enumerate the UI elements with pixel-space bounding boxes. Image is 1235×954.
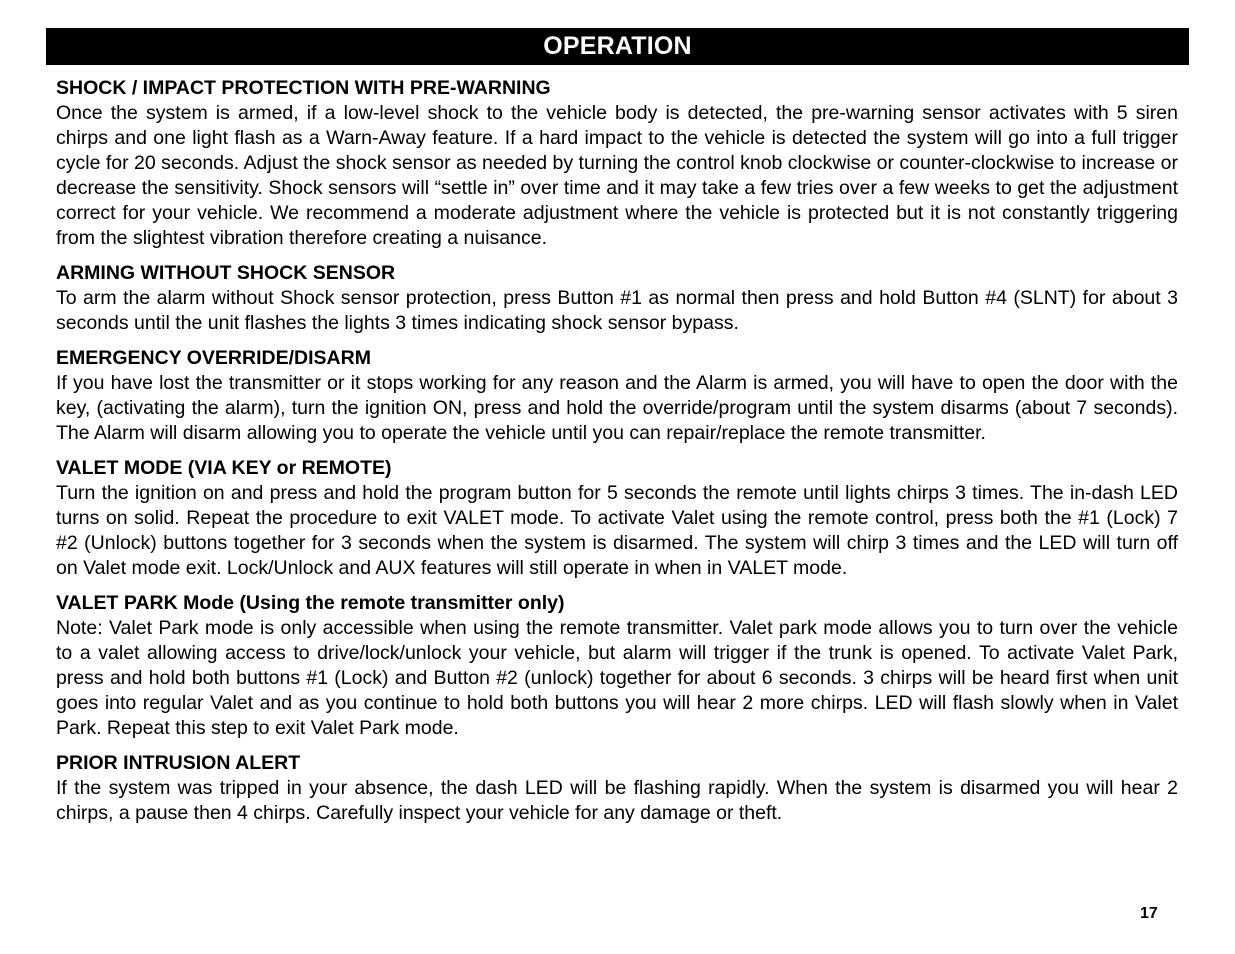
section-valet-mode	[56, 456, 1178, 581]
section-emergency-override	[56, 346, 1178, 446]
section-paragraph: Note: Valet Park mode is only accessible when using the remote transmitter. Valet park mode allows you to turn over the vehicle to a valet allowing access to drive/lock/unlock your vehicle, but alarm will trigger if the trunk is opened. To activate Valet Park, press and hold both buttons #1 (Lock) and Button #2 (unlock) together for about 6 seconds. 3 chirps will be heard first when unit goes into regular Valet and as you continue to hold both buttons you will hear 2 more chirps. LED will flash slowly when in Valet Park. Repeat this step to exit Valet Park mode.	[56, 617, 1178, 739]
header-bar	[46, 28, 1189, 65]
section-heading: EMERGENCY OVERRIDE/DISARM	[56, 347, 371, 369]
section-heading: VALET PARK Mode (Using the remote transmitter only)	[56, 592, 565, 614]
section-heading: SHOCK / IMPACT PROTECTION WITH PRE-WARNING	[56, 77, 551, 99]
section-heading: VALET MODE (VIA KEY or REMOTE)	[56, 457, 392, 479]
section-heading: PRIOR INTRUSION ALERT	[56, 752, 301, 774]
section-paragraph: If you have lost the transmitter or it stops working for any reason and the Alarm is armed, you will have to open the door with the key, (activating the alarm), turn the ignition ON, press and hold the override/program until the system disarms (about 7 seconds). The Alarm will disarm allowing you to operate the vehicle until you can repair/replace the remote transmitter.	[56, 372, 1178, 444]
section-paragraph: To arm the alarm without Shock sensor protection, press Button #1 as normal then press and hold Button #4 (SLNT) for about 3 seconds until the unit flashes the lights 3 times indicating shock sensor bypass.	[56, 287, 1178, 334]
section-paragraph: Once the system is armed, if a low-level shock to the vehicle body is detected, the pre-warning sensor activates with 5 siren chirps and one light flash as a Warn-Away feature. If a hard impact to the vehicle is detected the system will go into a full trigger cycle for 20 seconds. Adjust the shock sensor as needed by turning the control knob clockwise or counter-clockwise to increase or decrease the sensitivity. Shock sensors will “settle in” over time and it may take a few tries over a few weeks to get the adjustment correct for your vehicle. We recommend a moderate adjustment where the vehicle is protected but it is not constantly triggering from the slightest vibration therefore creating a nuisance.	[56, 102, 1178, 249]
section-paragraph: Turn the ignition on and press and hold the program button for 5 seconds the remote until lights chirps 3 times. The in-dash LED turns on solid. Repeat the procedure to exit VALET mode. To activate Valet using the remote control, press both the #1 (Lock) 7 #2 (Unlock) buttons together for 3 seconds when the system is disarmed. The system will chirp 3 times and the LED will turn off on Valet mode exit. Lock/Unlock and AUX features will still operate in when in VALET mode.	[56, 482, 1178, 579]
page-title: OPERATION	[543, 32, 692, 60]
section-prior-intrusion	[56, 751, 1178, 826]
section-shock-impact	[56, 76, 1178, 251]
section-arming-without-shock	[56, 261, 1178, 336]
document-content	[56, 76, 1178, 836]
page-number: 17	[1140, 905, 1158, 922]
section-valet-park	[56, 591, 1178, 741]
section-paragraph: If the system was tripped in your absence, the dash LED will be flashing rapidly. When the system is disarmed you will hear 2 chirps, a pause then 4 chirps. Carefully inspect your vehicle for any damage or theft.	[56, 777, 1178, 824]
section-heading: ARMING WITHOUT SHOCK SENSOR	[56, 262, 396, 284]
